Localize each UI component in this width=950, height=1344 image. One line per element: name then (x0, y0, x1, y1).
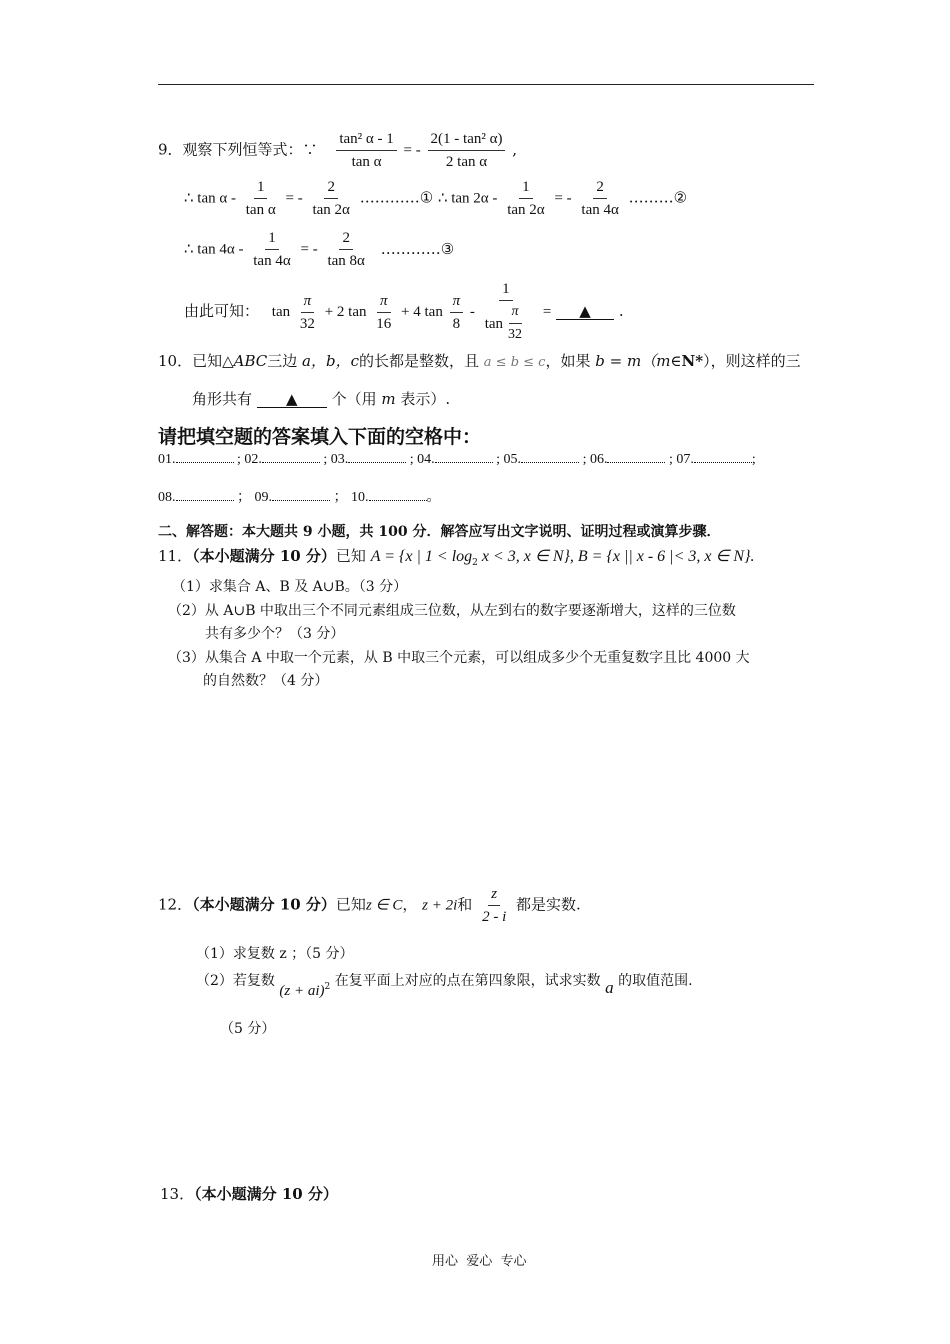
section-2-heading: 二、解答题：本大题共 9 小题，共 100 分．解答应写出文字说明、证明过程或演算步骤． (158, 524, 721, 540)
q9-eq2-frac1: $\frac{1}{\tan 2\alpha}$ (507, 179, 545, 218)
q9-conc-frac3: $\frac{\pi}{8}$ (450, 292, 464, 333)
q10-line2: 角形共有 ▲ 个（用 m 表示）. (192, 390, 451, 408)
page-footer: 用心 爱心 专心 (432, 1254, 527, 1269)
q11-stem: 11．（本小题满分 10 分）已知 A = {x | $1 < \log_2 x < 3$, x ∈ N}, B = {x || x - 6 |< 3, x ∈ N}. (158, 547, 755, 568)
answer-heading: 请把填空题的答案填入下面的空格中： (158, 426, 482, 448)
q11-part2-line2: 共有多少个？（3 分） (205, 626, 345, 642)
answer-row-2: 08. ； 09. ； 10. 。 (158, 490, 441, 505)
answer-row-1: 01. ; 02. ; 03. ; 04. ; 05. ; 06. ; 07. ; (158, 452, 756, 467)
q9-eq3-frac2: $\frac{2}{\tan 8\alpha}$ (327, 230, 365, 269)
answer-blank-04[interactable] (435, 450, 493, 463)
q13-stem: 13．（本小题满分 10 分） (160, 1185, 338, 1203)
q10-line1: 10．已知△ABC三边 a，b，c的长都是整数，且 a ≤ b ≤ c，如果 b = m（m∈N*），则这样的三 (158, 352, 801, 370)
q12-part1: （1）求复数 z ；（5 分） (196, 946, 354, 962)
q12-part2-score: （5 分） (220, 1021, 276, 1037)
q9-conc-frac1: $\frac{\pi}{32}$ (299, 292, 315, 332)
q9-intro-line: 9．观察下列恒等式：∵ $\frac{\text{tan² α - 1}}{\text{tan α}}$ = - $\frac{\text{2(1 - tan² α)}}{\text{2 tan α}}$ , (158, 131, 518, 170)
q12-part2: （2）若复数 $(z + ai)_2$ 在复平面上对应的点在第四象限，试求实数 a 的取值范围. (196, 973, 693, 999)
q9-eq1-eq2-line: ∴ tan α - $\frac{1}{\text{tan α}}$ = - $\frac{2}{\tan 2\alpha}$ …………① ∴ tan 2α - $\frac{1}{\tan 2\alpha}$ = - $\frac{2}{\tan 4\alpha}$ ………② (184, 179, 688, 218)
answer-blank-01[interactable] (176, 450, 234, 463)
q9-eq0-frac2: $\frac{\text{2(1 - tan² α)}}{\text{2 tan α}}$ (428, 130, 506, 171)
header-rule (158, 84, 814, 85)
answer-blank-03[interactable] (348, 450, 406, 463)
answer-blank-05[interactable] (521, 450, 579, 463)
q11-part3-line1: （3）从集合 A 中取一个元素，从 B 中取三个元素，可以组成多少个无重复数字且比 4000 大 (168, 650, 750, 666)
q9-eq1-frac2: $\frac{2}{\tan 2\alpha}$ (312, 179, 350, 218)
q11-part3-line2: 的自然数？（4 分） (203, 673, 329, 689)
q9-eq3-frac1: $\frac{1}{\tan 4\alpha}$ (253, 230, 291, 269)
q11-part1: （1）求集合 A、B 及 A∪B。（3 分） (172, 579, 408, 595)
q9-answer-blank: ▲ (556, 303, 614, 320)
q9-conclusion-line: 由此可知： tan $\frac{\pi}{32}$ + 2 tan $\frac{\pi}{16}$ + 4 tan $\frac{\pi}{8}$ - 1 tan $\frac{\pi}{32}$ = ▲ . (184, 281, 624, 342)
q11-part2-line1: （2）从 A∪B 中取出三个不同元素组成三位数，从左到右的数字要逐渐增大，这样的三位数 (168, 603, 736, 619)
q9-label: 9．观察下列恒等式：∵ (158, 140, 318, 159)
q9-eq3-line: ∴ tan 4α - $\frac{1}{\tan 4\alpha}$ = - $\frac{2}{\tan 8\alpha}$ …………③ (184, 230, 455, 269)
q10-answer-blank: ▲ (257, 391, 327, 408)
answer-blank-06[interactable] (607, 450, 665, 463)
answer-blank-08[interactable] (176, 488, 234, 501)
q9-conc-frac4: 1 tan $\frac{\pi}{32}$ (484, 281, 523, 342)
answer-blank-07[interactable] (694, 450, 752, 463)
q9-eq1-frac1: $\frac{1}{\text{tan α}}$ (245, 179, 276, 218)
answer-blank-10[interactable] (369, 488, 427, 501)
q9-eq2-frac2: $\frac{2}{\tan 4\alpha}$ (581, 179, 619, 218)
q12-stem: 12．（本小题满分 10 分）已知z ∈ C， z + 2i和 $\frac{z}{2 - i}$ 都是实数. (158, 886, 581, 925)
q12-fraction: $\frac{z}{2 - i}$ (482, 886, 507, 925)
answer-blank-02[interactable] (262, 450, 320, 463)
q9-conc-frac2: $\frac{\pi}{16}$ (376, 292, 392, 332)
q9-eq0-frac1: $\frac{\text{tan² α - 1}}{\text{tan α}}$ (336, 130, 396, 171)
answer-blank-09[interactable] (272, 488, 330, 501)
